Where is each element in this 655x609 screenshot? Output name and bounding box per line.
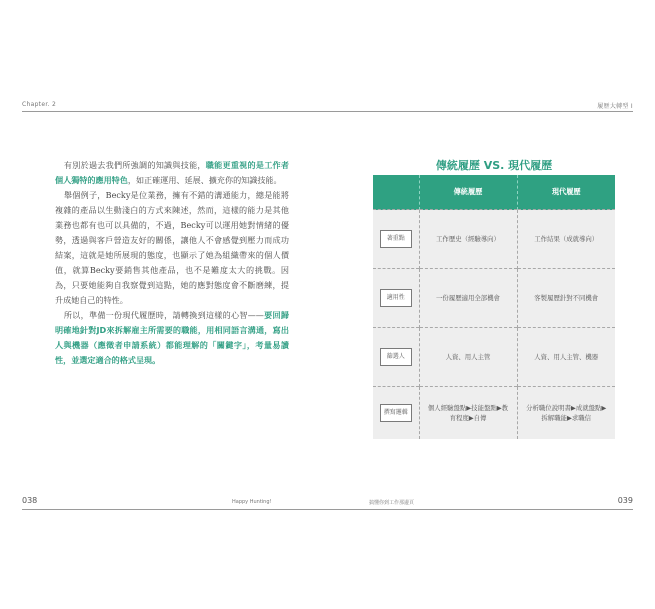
header-rule-right (327, 111, 633, 112)
traditional-cell: 人資、用人主管 (419, 328, 517, 387)
highlight-text: 要回歸明確地針對JD來拆解雇主所需要的職能，用相同語言溝通，寫出人與機器（應徵者申請系統）都能理解的「關鍵字」 (55, 310, 289, 350)
header-rule-left (22, 111, 327, 112)
table-header-row (373, 175, 615, 210)
text-segment: 有別於過去我們所強調的知識與技能， (63, 160, 206, 170)
row-label: 著重點 (380, 230, 412, 248)
table-row (373, 328, 615, 387)
body-text (55, 158, 289, 368)
traditional-cell: 一份履歷適用全部機會 (419, 269, 517, 328)
footer-rule-left (22, 509, 327, 510)
row-label: 撰寫邏輯 (380, 404, 412, 422)
row-label-cell (373, 387, 419, 440)
header-traditional: 傳統履歷 (419, 175, 517, 210)
footer-text-right: 搞懂你到工作那邊頁 (369, 500, 415, 506)
table-row (373, 269, 615, 328)
table-row (373, 387, 615, 440)
modern-cell: 客製履歷針對不同機會 (517, 269, 615, 328)
chapter-header-right: 履歷大轉型 I (597, 103, 633, 110)
modern-cell: 人資、用人主管、機器 (517, 328, 615, 387)
traditional-cell: 個人經驗盤點▶技能盤點▶教育程度▶自傳 (419, 387, 517, 440)
header-empty (373, 175, 419, 210)
modern-cell: 分析職位說明書▶成就盤點▶拆解職能▶求職信 (517, 387, 615, 440)
text-segment: 所以，準備一份現代履歷時，請轉換到這樣的心智—— (63, 310, 264, 320)
page-number-left: 038 (22, 496, 38, 505)
table-title: 傳統履歷 VS. 現代履歷 (435, 159, 553, 172)
page-number-right: 039 (617, 496, 633, 505)
paragraph-1 (55, 158, 289, 188)
text-segment: 舉個例子，Becky是位業務，擁有不錯的溝通能力，總是能將複雜的產品以生動淺白的方式來陳述，然而，這樣的能力是其他業務也都有也可以具備的，不過，Becky可以運用她對情緒的優勢，透過與客戶營造友好的關係，讓他人不會感覺到壓力而成功結案，這就是她所展現的態度，也顯示了她為組織帶來的個人價值，就算Becky要銷售其他產品，也不是難度太大的挑戰。因為，只要她能夠自我察覺到這點，她的應對態度會不斷磨練，提升成她自己的特性。 (55, 190, 289, 305)
table-row (373, 210, 615, 269)
row-label-cell (373, 210, 419, 269)
paragraph-2 (55, 188, 289, 308)
row-label: 篩選人 (380, 348, 412, 366)
row-label: 適用性 (380, 289, 412, 307)
highlight-text: ，考量易讀性，並選定適合的格式呈現。 (55, 340, 289, 365)
comparison-table (373, 175, 615, 439)
chapter-header: Chapter. 2 (22, 101, 57, 108)
traditional-cell: 工作歷史（經驗導向） (419, 210, 517, 269)
highlight-text: 職能更重視的是工作者個人獨特的應用特色 (55, 160, 289, 185)
paragraph-3 (55, 308, 289, 368)
footer-rule-right (327, 509, 633, 510)
row-label-cell (373, 269, 419, 328)
text-segment: ，如正確運用、延展、擴充你的知識技能。 (127, 175, 282, 185)
header-modern: 現代履歷 (517, 175, 615, 210)
footer-text-left: Happy Hunting! (232, 499, 272, 505)
left-page (0, 0, 327, 609)
modern-cell: 工作結果（成就導向） (517, 210, 615, 269)
row-label-cell (373, 328, 419, 387)
